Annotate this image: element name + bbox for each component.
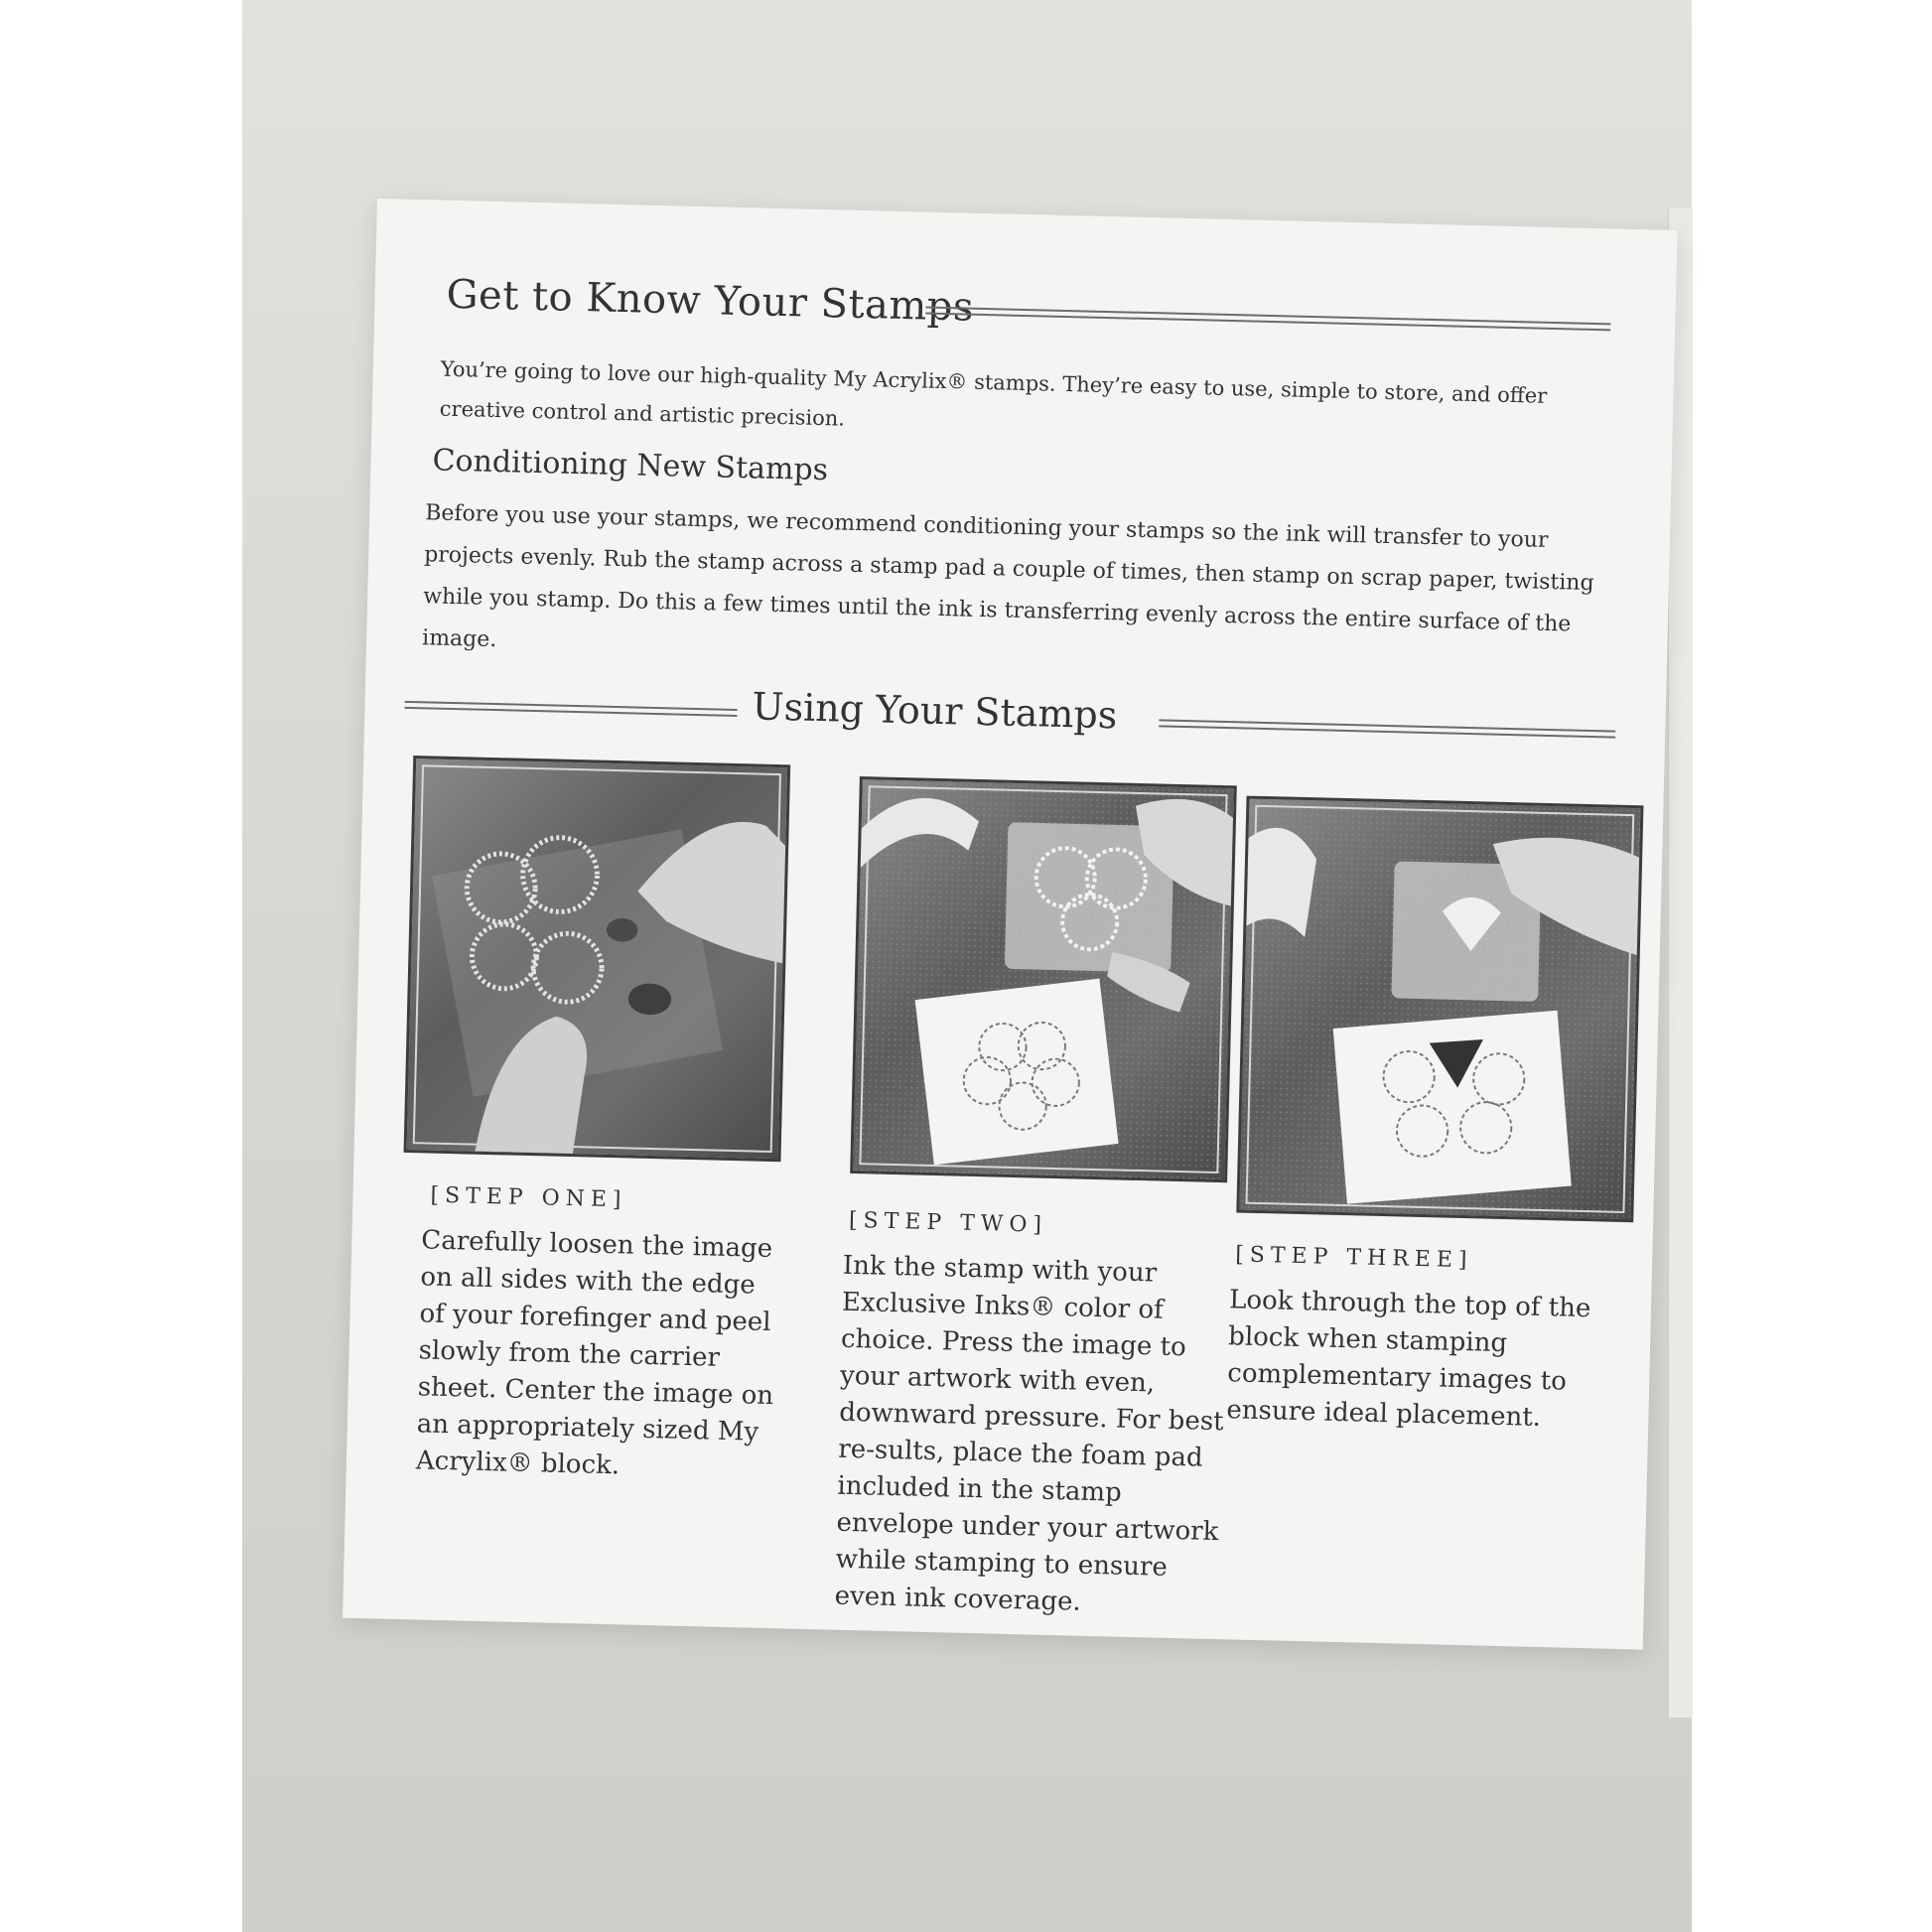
step-one-photo (404, 756, 791, 1162)
step-three-photo (1236, 796, 1643, 1223)
step-two-label: [STEP TWO] (848, 1207, 1048, 1238)
using-rule-left (404, 701, 737, 717)
page-title: Get to Know Your Stamps (446, 271, 975, 331)
using-rule-right (1159, 719, 1615, 738)
step-two-illustration (853, 779, 1234, 1179)
using-heading: Using Your Stamps (752, 684, 1118, 738)
step-one-label: [STEP ONE] (430, 1182, 627, 1213)
step-three-text: Look through the top of the block when stamping complementary images to ensure ideal placement. (1226, 1285, 1591, 1433)
title-rule (925, 307, 1610, 332)
step-one-text: Carefully loosen the image on all sides with the edge of your forefinger and peel slowly from the carrier sheet. Center the image on an appropriately sized My Acrylix® block. (415, 1225, 774, 1481)
conditioning-heading: Conditioning New Stamps (432, 443, 829, 488)
step-one-illustration (407, 759, 788, 1159)
step-two-photo (850, 776, 1237, 1182)
step-two-text: Ink the stamp with your Exclusive Inks® color of choice. Press the image to your artwork with even, downward pressure. For best re-sults, place the foam pad included in the stamp envelope under your artwork while stamping to ensure even ink coverage. (834, 1250, 1224, 1617)
step-three-illustration (1239, 799, 1640, 1220)
conditioning-text: Before you use your stamps, we recommend conditioning your stamps so the ink will transfer to your projects evenly. Rub the stamp across a stamp pad a couple of times, then stamp on scrap paper, twisting while you stamp. Do this a few times until the ink is transferring evenly across the entire surface of the image. (421, 500, 1594, 653)
step-three-label: [STEP THREE] (1234, 1242, 1473, 1274)
instruction-page (343, 199, 1678, 1650)
intro-text: You’re going to love our high-quality My Acrylix® stamps. They’re easy to use, simple to store, and offer creative control and artistic precision. (439, 356, 1548, 431)
